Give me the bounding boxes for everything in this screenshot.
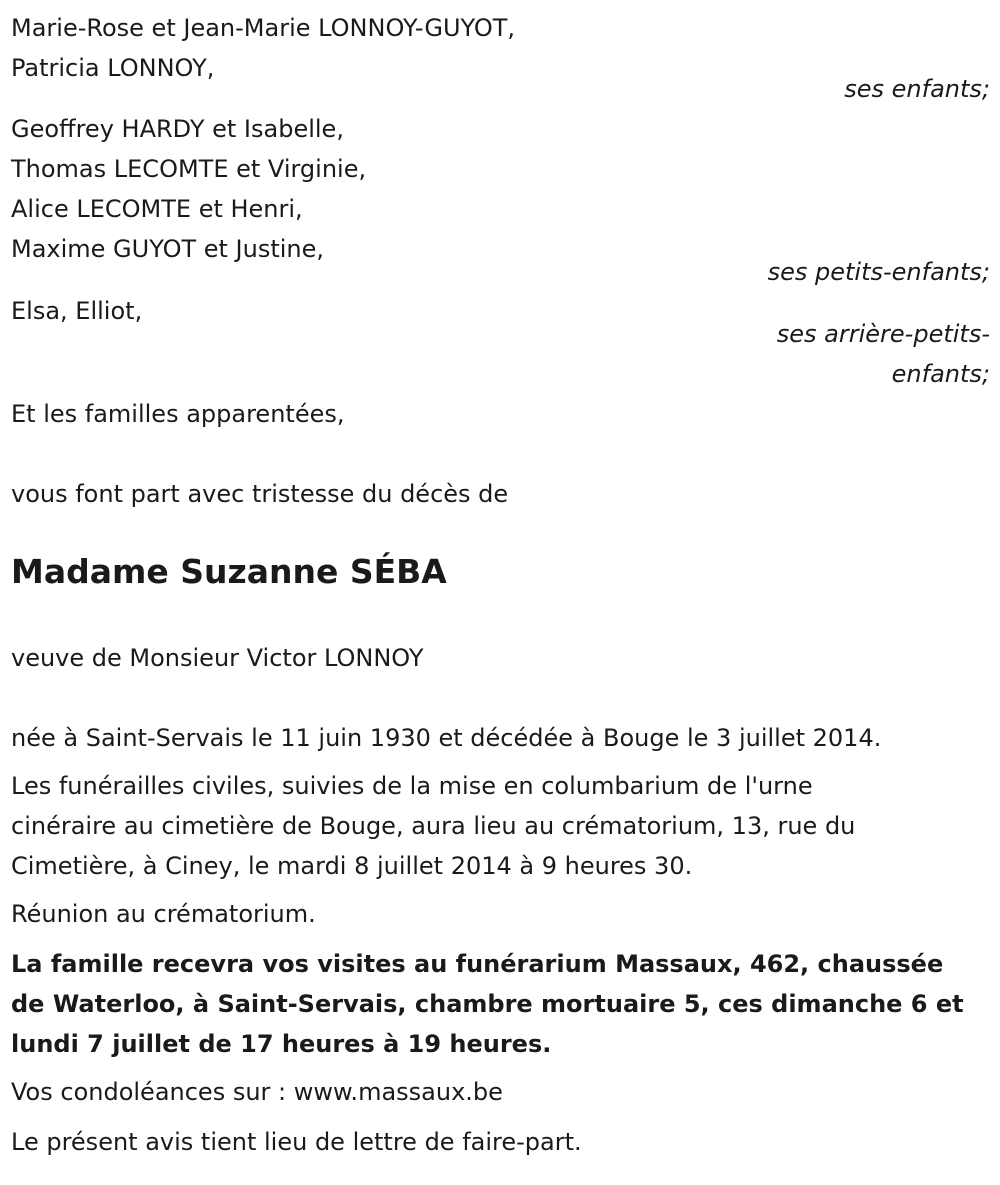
families-line: Et les familles apparentées, [11, 400, 345, 428]
visits-paragraph [11, 944, 990, 1064]
notice-line: Le présent avis tient lieu de lettre de faire-part. [11, 1128, 582, 1156]
announce-line: vous font part avec tristesse du décès de [11, 480, 509, 508]
visits-line: de Waterloo, à Saint-Servais, chambre mortuaire 5, ces dimanche 6 et [11, 990, 964, 1018]
great-grandchildren-section [11, 291, 990, 394]
visits-line: lundi 7 juillet de 17 heures à 19 heures. [11, 1030, 552, 1058]
grandchild-line: Maxime GUYOT et Justine, [11, 235, 325, 263]
funeral-line: Les funérailles civiles, suivies de la mise en columbarium de l'urne [11, 772, 813, 800]
child-line: Marie-Rose et Jean-Marie LONNOY-GUYOT, [11, 14, 516, 42]
great-grandchild-line: Elsa, Elliot, [11, 297, 143, 325]
widow-line: veuve de Monsieur Victor LONNOY [11, 644, 424, 672]
grandchildren-section [11, 109, 990, 292]
great-grandchildren-role-cont: enfants; [891, 360, 990, 388]
deceased-name: Madame Suzanne SÉBA [11, 552, 447, 591]
condolences-line: Vos condoléances sur : www.massaux.be [11, 1078, 503, 1106]
birth-death-line: née à Saint-Servais le 11 juin 1930 et décédée à Bouge le 3 juillet 2014. [11, 724, 882, 752]
visits-line: La famille recevra vos visites au funérarium Massaux, 462, chaussée [11, 950, 944, 978]
great-grandchildren-role: ses arrière-petits- [776, 320, 990, 348]
grandchild-line: Geoffrey HARDY et Isabelle, [11, 115, 344, 143]
child-line: Patricia LONNOY, [11, 54, 215, 82]
grandchild-line: Alice LECOMTE et Henri, [11, 195, 303, 223]
grandchild-line: Thomas LECOMTE et Virginie, [11, 155, 367, 183]
children-section [11, 8, 990, 109]
children-role: ses enfants; [844, 75, 990, 103]
reunion-line: Réunion au crématorium. [11, 900, 316, 928]
funeral-line: Cimetière, à Ciney, le mardi 8 juillet 2014 à 9 heures 30. [11, 852, 693, 880]
funeral-line: cinéraire au cimetière de Bouge, aura lieu au crématorium, 13, rue du [11, 812, 856, 840]
funeral-paragraph [11, 766, 990, 886]
grandchildren-role: ses petits-enfants; [767, 258, 990, 286]
